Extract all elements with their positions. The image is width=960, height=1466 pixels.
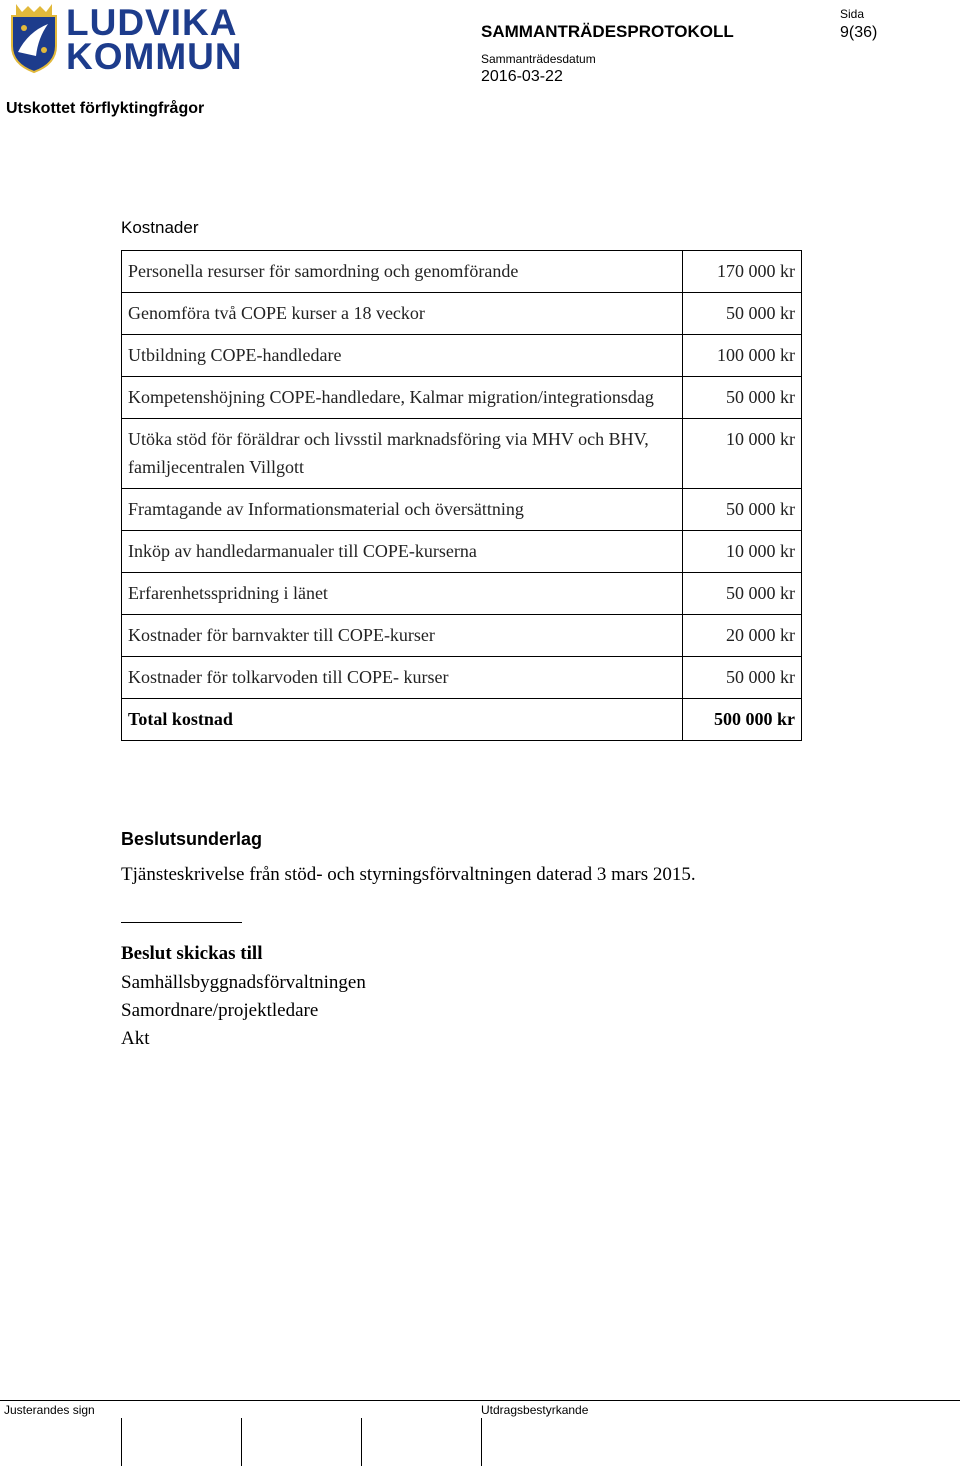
cost-item: Inköp av handledarmanualer till COPE-kurserna xyxy=(122,531,683,573)
table-row xyxy=(122,531,802,573)
page-number: 9(36) xyxy=(840,24,878,41)
recipient: Akt xyxy=(121,1028,150,1049)
cost-item: Genomföra två COPE kurser a 18 veckor xyxy=(122,293,683,335)
table-row xyxy=(122,419,802,489)
cost-amount: 50 000 kr xyxy=(683,293,802,335)
recipient: Samhällsbyggnadsförvaltningen xyxy=(121,972,366,993)
costs-heading: Kostnader xyxy=(121,218,199,237)
basis-heading: Beslutsunderlag xyxy=(121,829,263,849)
table-row xyxy=(122,335,802,377)
divider xyxy=(121,922,242,923)
table-row xyxy=(122,657,802,699)
total-amount: 500 000 kr xyxy=(683,699,802,741)
cost-amount: 50 000 kr xyxy=(683,489,802,531)
cost-amount: 10 000 kr xyxy=(683,531,802,573)
signature-box xyxy=(241,1418,242,1466)
table-row xyxy=(122,573,802,615)
logo-text-kommun: KOMMUN xyxy=(66,36,243,77)
document-type: SAMMANTRÄDESPROTOKOLL xyxy=(481,22,734,41)
cost-item: Personella resurser för samordning och genomförande xyxy=(122,251,683,293)
attest-label: Utdragsbestyrkande xyxy=(481,1403,589,1417)
basis-text: Tjänsteskrivelse från stöd- och styrningsförvaltningen daterad 3 mars 2015. xyxy=(121,864,696,885)
cost-item: Utöka stöd för föräldrar och livsstil marknadsföring via MHV och BHV, familjecentralen Villgott xyxy=(122,419,683,489)
sent-to-heading: Beslut skickas till xyxy=(121,943,263,964)
footer-rule xyxy=(0,1400,960,1401)
committee-name: Utskottet förflyktingfrågor xyxy=(6,100,205,117)
recipient: Samordnare/projektledare xyxy=(121,1000,319,1021)
meeting-date-label: Sammanträdesdatum xyxy=(481,52,596,66)
table-row xyxy=(122,377,802,419)
cost-amount: 50 000 kr xyxy=(683,657,802,699)
cost-amount: 50 000 kr xyxy=(683,377,802,419)
table-row xyxy=(122,615,802,657)
cost-amount: 170 000 kr xyxy=(683,251,802,293)
table-row xyxy=(122,293,802,335)
logo-text-ludvika: LUDVIKA xyxy=(66,2,238,43)
signature-box xyxy=(361,1418,362,1466)
table-row xyxy=(122,489,802,531)
cost-item: Erfarenhetsspridning i länet xyxy=(122,573,683,615)
coat-of-arms-icon xyxy=(8,2,60,74)
total-row xyxy=(122,699,802,741)
cost-item: Kostnader för barnvakter till COPE-kurser xyxy=(122,615,683,657)
cost-amount: 20 000 kr xyxy=(683,615,802,657)
cost-amount: 100 000 kr xyxy=(683,335,802,377)
cost-amount: 50 000 kr xyxy=(683,573,802,615)
signature-box xyxy=(481,1418,482,1466)
total-label: Total kostnad xyxy=(122,699,683,741)
cost-item: Utbildning COPE-handledare xyxy=(122,335,683,377)
signer-label: Justerandes sign xyxy=(4,1403,95,1417)
page-label: Sida xyxy=(840,7,865,21)
cost-item: Kompetenshöjning COPE-handledare, Kalmar migration/integrationsdag xyxy=(122,377,683,419)
meeting-date: 2016-03-22 xyxy=(481,68,563,85)
cost-item: Framtagande av Informationsmaterial och översättning xyxy=(122,489,683,531)
cost-amount: 10 000 kr xyxy=(683,419,802,489)
signature-box xyxy=(121,1418,122,1466)
cost-item: Kostnader för tolkarvoden till COPE- kurser xyxy=(122,657,683,699)
table-row xyxy=(122,251,802,293)
cost-table xyxy=(121,250,802,741)
